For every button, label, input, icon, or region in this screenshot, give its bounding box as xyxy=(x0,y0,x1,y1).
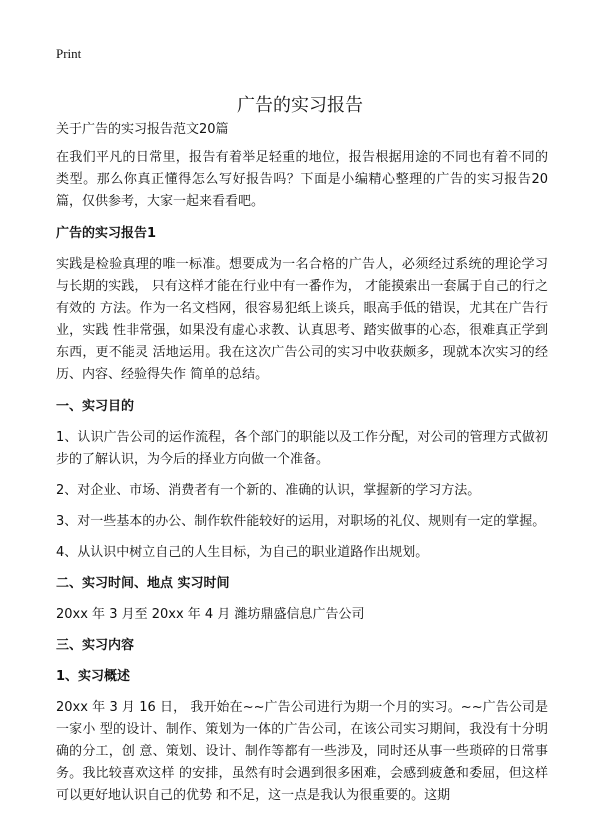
overview-paragraph: 20xx 年 3 月 16 日， 我开始在~~广告公司进行为期一个月的实习。~~广告公司是一家小 型的设计、制作、策划为一体的广告公司，在该公司实习期间，我没有十分明确的分工，创 意、策划、设计、制作等都有一些涉及，同时还从事一些琐碎的日常事务。我比较喜欢这样 的安排，虽然有时会遇到很多困难，会感到疲惫和委屈，但这样可以更好地认识自己的优势 和不足，这一点是我认为很重要的。这期 xyxy=(56,700,548,803)
document-body xyxy=(56,119,548,807)
section-heading-purpose: 一、实习目的 xyxy=(56,399,135,414)
list-item: 4、从认识中树立自己的人生目标，为自己的职业道路作出规划。 xyxy=(56,545,429,560)
section-heading-content: 三、实习内容 xyxy=(56,638,135,653)
report-paragraph: 实践是检验真理的唯一标准。想要成为一名合格的广告人，必须经过系统的理论学习 与长期的实践， 只有这样才能在行业中有一番作为， 才能摸索出一套属于自己的行之有效的 方法。作为一名文档网，很容易犯纸上谈兵，眼高手低的错误，尤其在广告行业，实践 性非常强，如果没有虚心求教、认真思考、踏实做事的心态，很难真正学到东西，更不能灵 活地运用。我在这次广告公司的实习中收获颇多，现就本次实习的经历、内容、经验得失作 简单的总结。 xyxy=(56,257,548,382)
print-label[interactable]: Print xyxy=(56,46,82,61)
list-item: 1、认识广告公司的运作流程，各个部门的职能以及工作分配，对公司的管理方式做初 步的了解认识，为今后的择业方向做一个准备。 xyxy=(56,430,548,467)
document-title: 广告的实习报告 xyxy=(237,95,363,117)
section-heading-time-location: 二、实习时间、地点 实习时间 xyxy=(56,576,230,591)
subsection-heading-overview: 1、实习概述 xyxy=(56,669,131,684)
document-subtitle: 关于广告的实习报告范文20篇 xyxy=(56,122,229,137)
intro-paragraph: 在我们平凡的日常里，报告有着举足轻重的地位，报告根据用途的不同也有着不同的类型。那么你真正懂得怎么写好报告吗？下面是小编精心整理的广告的实习报告20篇，仅供参考，大家一起来看看吧。 xyxy=(56,150,548,209)
report-heading: 广告的实习报告1 xyxy=(56,226,157,241)
time-location-text: 20xx 年 3 月至 20xx 年 4 月 潍坊鼎盛信息广告公司 xyxy=(56,607,365,622)
list-item: 3、对一些基本的办公、制作软件能较好的运用，对职场的礼仪、规则有一定的掌握。 xyxy=(56,514,546,529)
list-item: 2、对企业、市场、消费者有一个新的、准确的认识，掌握新的学习方法。 xyxy=(56,483,481,498)
